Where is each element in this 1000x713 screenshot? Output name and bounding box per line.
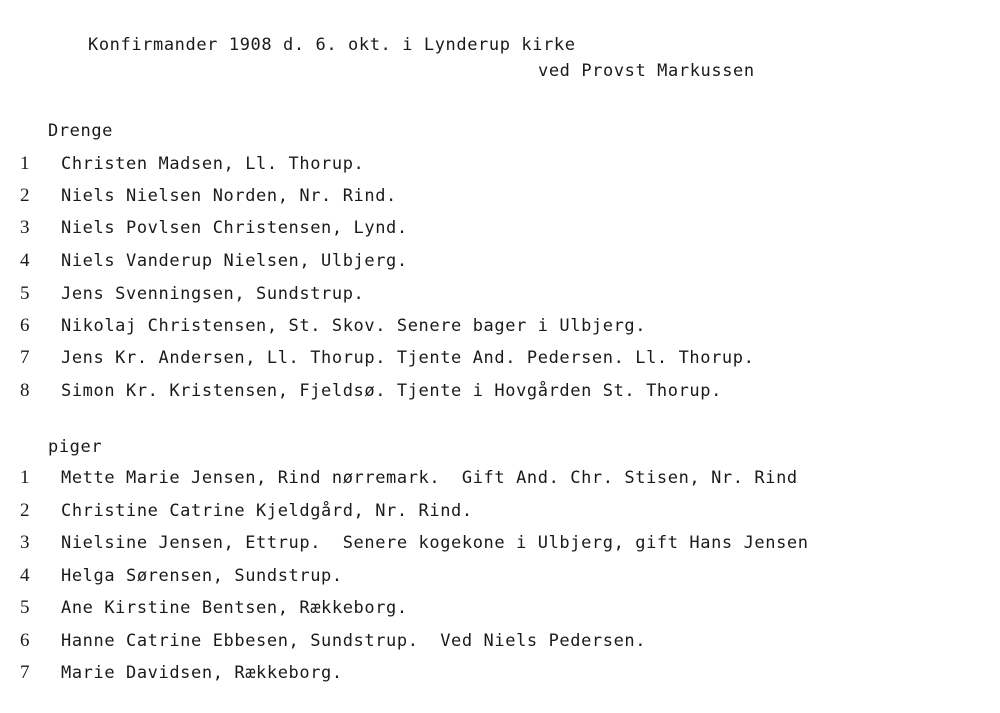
list-item-number: 4 xyxy=(20,565,30,586)
list-item: Nielsine Jensen, Ettrup. Senere kogekone i Ulbjerg, gift Hans Jensen xyxy=(61,533,809,553)
list-item: Nikolaj Christensen, St. Skov. Senere bager i Ulbjerg. xyxy=(61,316,647,336)
list-item: Marie Davidsen, Rækkeborg. xyxy=(61,663,343,683)
list-item-number: 6 xyxy=(20,315,30,336)
list-item: Ane Kirstine Bentsen, Rækkeborg. xyxy=(61,598,408,618)
list-item-number: 7 xyxy=(20,347,30,368)
list-item-number: 2 xyxy=(20,500,30,521)
list-item: Niels Vanderup Nielsen, Ulbjerg. xyxy=(61,251,408,271)
list-item: Niels Povlsen Christensen, Lynd. xyxy=(61,218,408,238)
list-item: Christine Catrine Kjeldgård, Nr. Rind. xyxy=(61,501,473,521)
list-item: Niels Nielsen Norden, Nr. Rind. xyxy=(61,186,397,206)
list-item: Hanne Catrine Ebbesen, Sundstrup. Ved Niels Pedersen. xyxy=(61,631,647,651)
list-item-number: 5 xyxy=(20,597,30,618)
list-item-number: 4 xyxy=(20,250,30,271)
list-item: Mette Marie Jensen, Rind nørremark. Gift And. Chr. Stisen, Nr. Rind xyxy=(61,468,798,488)
list-item-number: 6 xyxy=(20,630,30,651)
list-item-number: 1 xyxy=(20,153,30,174)
document-subtitle: ved Provst Markussen xyxy=(538,61,755,81)
list-item-number: 8 xyxy=(20,380,30,401)
section-heading-girls: piger xyxy=(48,437,103,457)
list-item: Jens Kr. Andersen, Ll. Thorup. Tjente And. Pedersen. Ll. Thorup. xyxy=(61,348,755,368)
list-item: Helga Sørensen, Sundstrup. xyxy=(61,566,343,586)
list-item: Simon Kr. Kristensen, Fjeldsø. Tjente i Hovgården St. Thorup. xyxy=(61,381,722,401)
list-item: Christen Madsen, Ll. Thorup. xyxy=(61,154,365,174)
list-item-number: 7 xyxy=(20,662,30,683)
section-heading-boys: Drenge xyxy=(48,121,114,141)
list-item-number: 1 xyxy=(20,467,30,488)
document-title: Konfirmander 1908 d. 6. okt. i Lynderup kirke xyxy=(88,35,576,55)
list-item-number: 3 xyxy=(20,532,30,553)
list-item-number: 2 xyxy=(20,185,30,206)
list-item-number: 5 xyxy=(20,283,30,304)
list-item-number: 3 xyxy=(20,217,30,238)
list-item: Jens Svenningsen, Sundstrup. xyxy=(61,284,365,304)
